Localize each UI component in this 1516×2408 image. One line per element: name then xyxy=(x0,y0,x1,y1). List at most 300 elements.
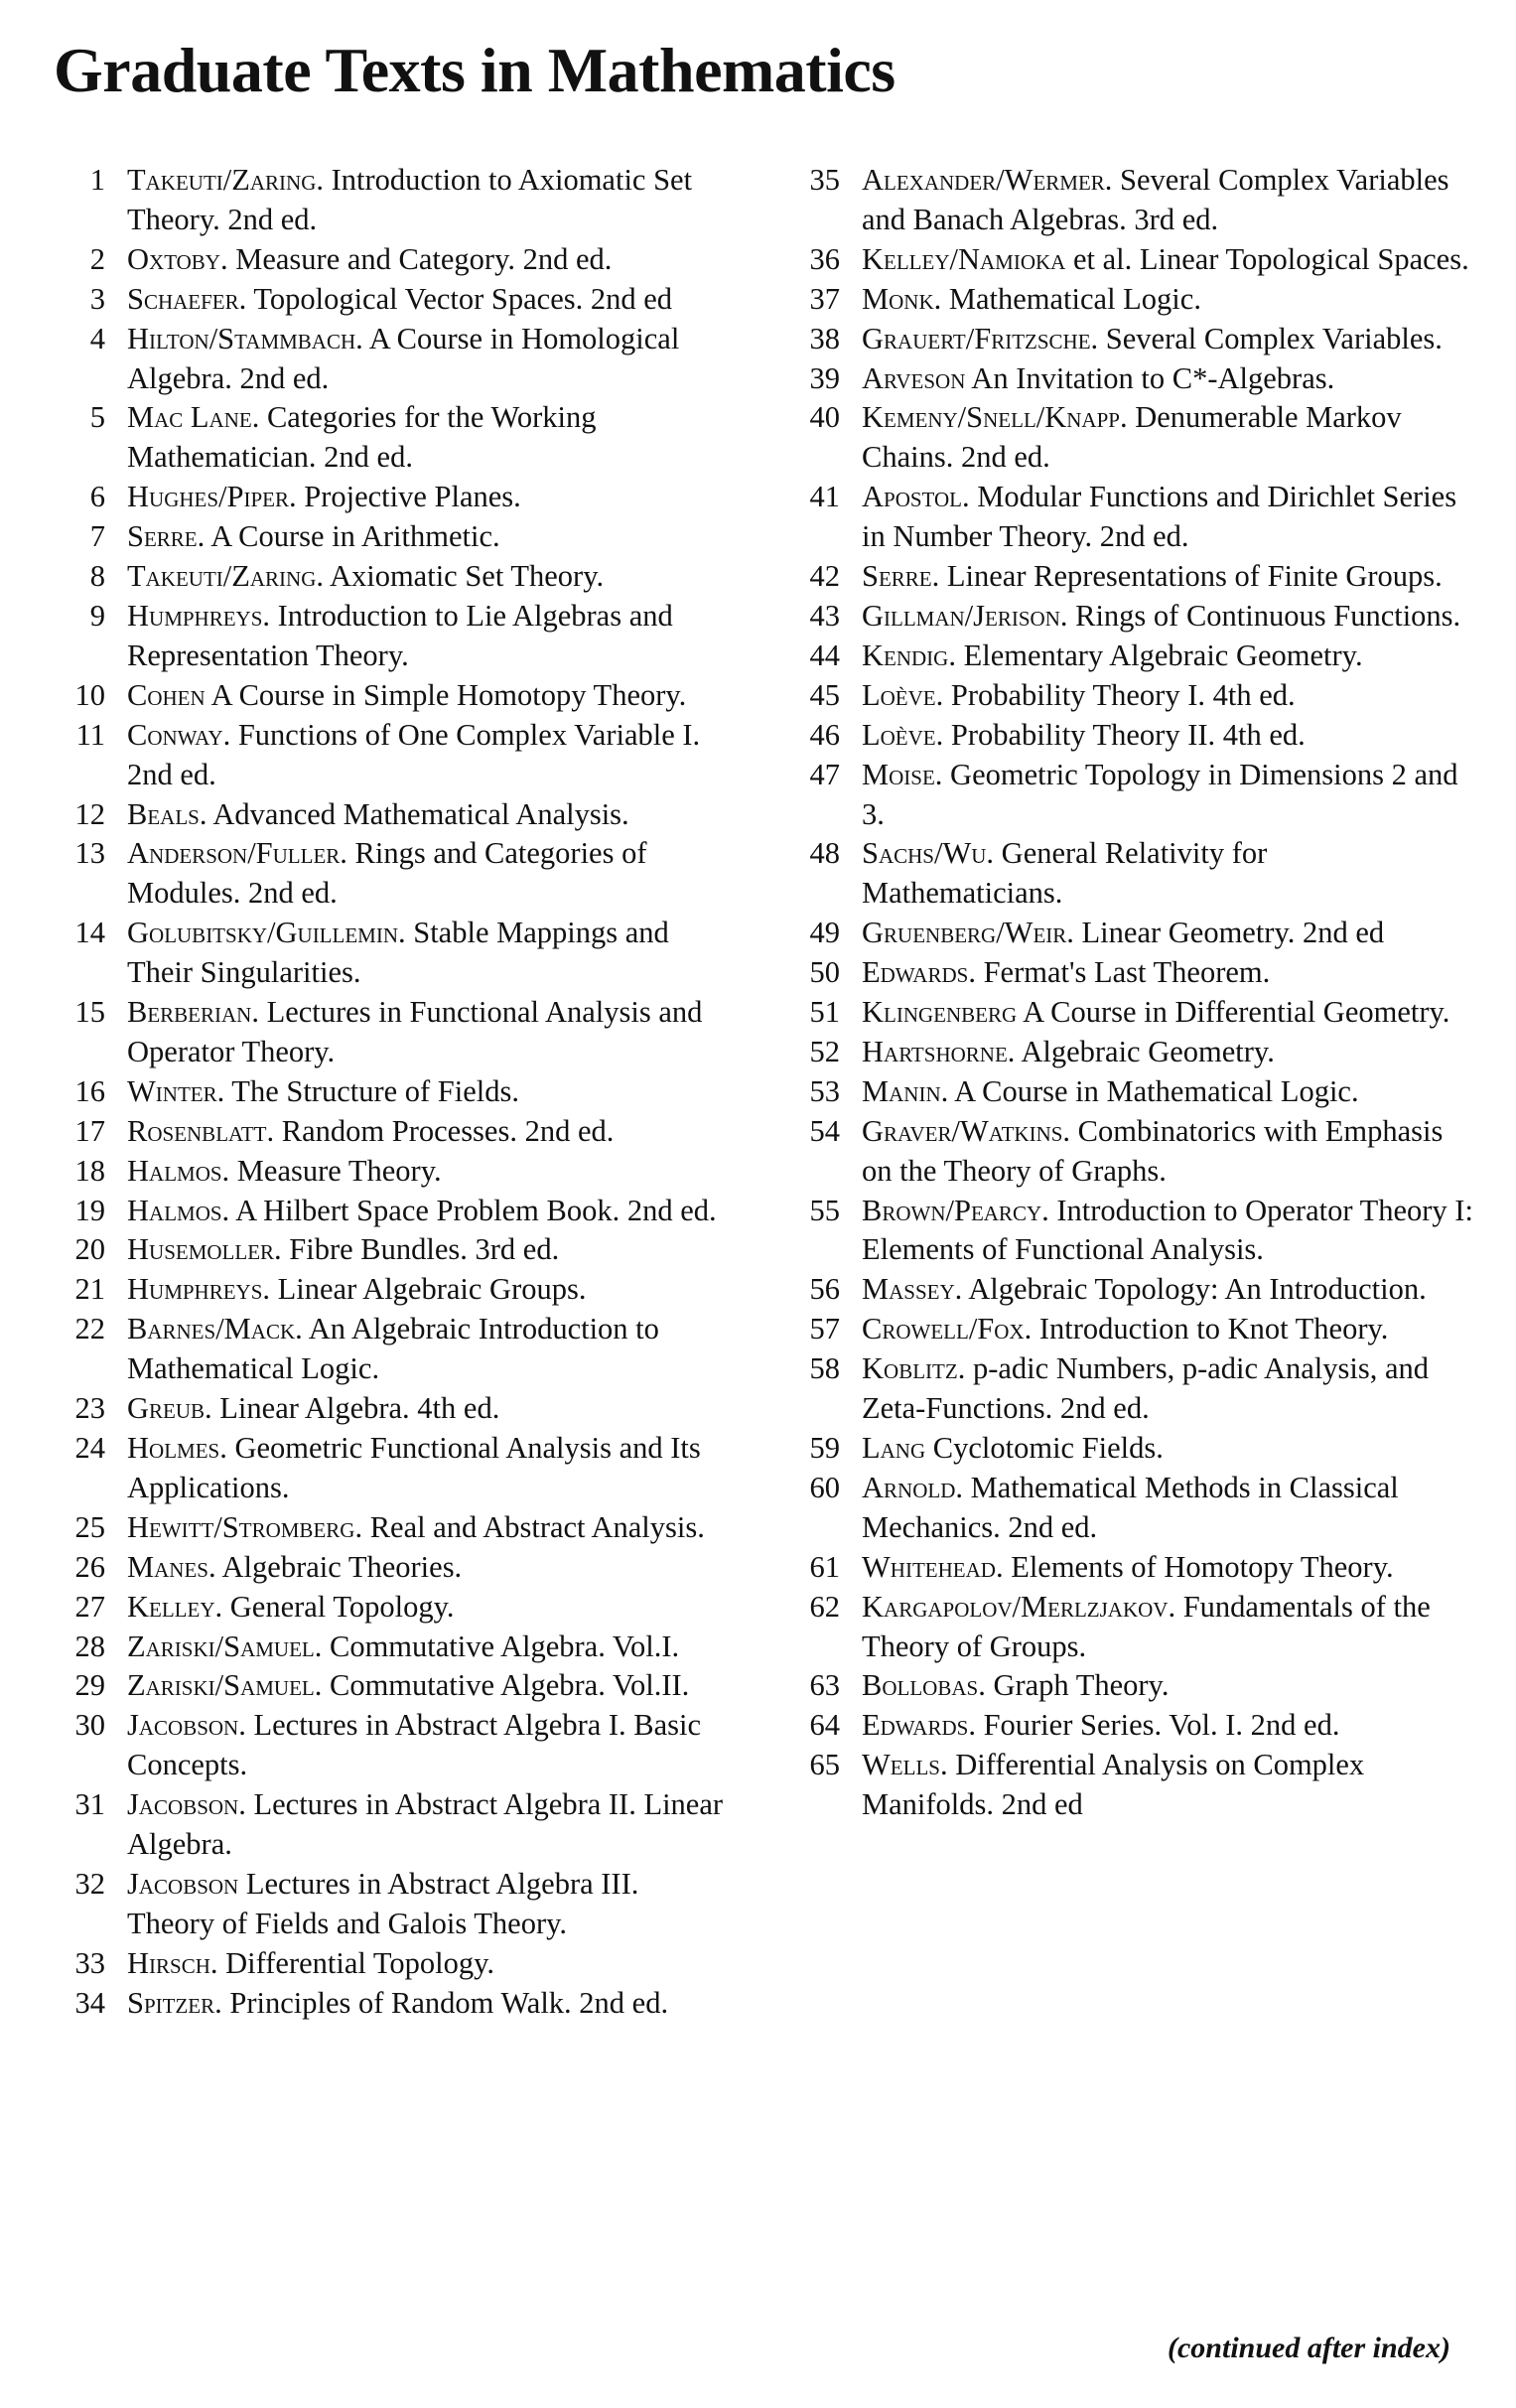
book-number: 19 xyxy=(74,1193,105,1227)
book-description xyxy=(127,993,731,1072)
book-title: . Axiomatic Set Theory. xyxy=(316,559,605,594)
book-author: Hughes/Piper xyxy=(127,480,289,514)
book-number: 29 xyxy=(74,1668,105,1703)
book-number: 63 xyxy=(809,1668,840,1703)
book-number: 14 xyxy=(74,916,105,950)
book-author: Jacobson xyxy=(127,1708,239,1743)
book-title: . General Topology. xyxy=(214,1589,455,1624)
book-description xyxy=(127,398,731,478)
book-entry xyxy=(56,597,731,676)
book-author: Conway xyxy=(127,717,223,752)
book-entry xyxy=(56,1666,731,1706)
book-description xyxy=(862,676,1473,716)
page-title: Graduate Texts in Mathematics xyxy=(54,35,896,105)
book-title: . Algebraic Topology: An Introduction. xyxy=(954,1272,1427,1307)
book-author: Jacobson xyxy=(127,1787,239,1822)
book-number: 58 xyxy=(809,1351,840,1386)
book-description xyxy=(862,1310,1473,1349)
book-description xyxy=(862,1469,1473,1548)
book-description xyxy=(862,1033,1473,1072)
book-title: . Lectures in Abstract Algebra II. Linear Algebra. xyxy=(127,1787,724,1862)
book-number: 28 xyxy=(74,1629,105,1663)
book-title: . Commutative Algebra. Vol.I. xyxy=(314,1629,680,1663)
book-author: Manin xyxy=(862,1073,941,1108)
book-number: 6 xyxy=(89,480,105,514)
book-number: 9 xyxy=(89,598,105,633)
book-number: 17 xyxy=(74,1113,105,1148)
book-title: . Linear Representations of Finite Groups. xyxy=(931,559,1443,594)
book-description xyxy=(127,1429,731,1508)
book-entry xyxy=(56,161,731,240)
book-entry xyxy=(788,676,1473,716)
book-number: 44 xyxy=(809,637,840,672)
book-description xyxy=(127,1706,731,1785)
book-entry xyxy=(788,637,1473,676)
book-author: Cohen xyxy=(127,677,206,712)
book-description xyxy=(127,320,731,399)
book-author: Moise xyxy=(862,757,935,791)
book-entry xyxy=(56,1984,731,2024)
book-entry xyxy=(788,1429,1473,1469)
book-description xyxy=(862,597,1473,637)
book-number: 36 xyxy=(809,241,840,276)
book-entry xyxy=(56,1588,731,1628)
book-description xyxy=(862,1270,1473,1310)
book-entry xyxy=(56,1389,731,1429)
book-author: Kendig xyxy=(862,637,949,672)
book-number: 40 xyxy=(809,400,840,435)
book-title: . Denumerable Markov Chains. 2nd ed. xyxy=(862,400,1402,475)
book-title: . Linear Geometry. 2nd ed xyxy=(1066,916,1385,950)
book-entry xyxy=(788,993,1473,1033)
book-author: Massey xyxy=(862,1272,955,1307)
book-description xyxy=(862,1548,1473,1588)
book-title: . Commutative Algebra. Vol.II. xyxy=(314,1668,690,1703)
book-number: 57 xyxy=(809,1312,840,1346)
continued-note: (continued after index) xyxy=(1168,2332,1450,2364)
book-author: Kemeny/Snell/Knapp xyxy=(862,400,1120,435)
book-entry xyxy=(56,993,731,1072)
book-entry xyxy=(788,756,1473,835)
book-description xyxy=(862,398,1473,478)
book-number: 10 xyxy=(74,677,105,712)
book-number: 48 xyxy=(809,836,840,871)
book-title: . Categories for the Working Mathematician. 2nd ed. xyxy=(127,400,597,475)
book-title: . Mathematical Methods in Classical Mechanics. 2nd ed. xyxy=(862,1470,1399,1544)
book-description xyxy=(127,1310,731,1389)
book-description xyxy=(127,280,731,320)
book-entry xyxy=(56,1230,731,1270)
book-entry xyxy=(56,716,731,795)
book-title: . Probability Theory I. 4th ed. xyxy=(935,677,1296,712)
book-title: . Projective Planes. xyxy=(288,480,521,514)
book-title: . Graph Theory. xyxy=(978,1668,1170,1703)
book-entry xyxy=(56,1152,731,1192)
book-number: 22 xyxy=(74,1312,105,1346)
book-title: . Linear Algebra. 4th ed. xyxy=(205,1391,500,1426)
book-entry xyxy=(788,597,1473,637)
book-title: A Course in Simple Homotopy Theory. xyxy=(205,677,687,712)
book-entry xyxy=(56,1706,731,1785)
book-number: 7 xyxy=(89,519,105,554)
book-author: Oxtoby xyxy=(127,241,220,276)
book-description xyxy=(862,359,1473,399)
book-author: Greub xyxy=(127,1391,206,1426)
book-author: Husemoller xyxy=(127,1232,275,1267)
book-number: 35 xyxy=(809,163,840,197)
book-number: 34 xyxy=(74,1985,105,2020)
book-author: Loève xyxy=(862,677,936,712)
book-entry xyxy=(788,478,1473,557)
book-author: Humphreys xyxy=(127,598,263,633)
book-author: Klingenberg xyxy=(862,995,1018,1030)
book-description xyxy=(862,756,1473,835)
book-entry xyxy=(56,1429,731,1508)
book-title: . Fundamentals of the Theory of Groups. xyxy=(862,1589,1431,1663)
book-entry xyxy=(788,1192,1473,1271)
book-description xyxy=(862,1666,1473,1706)
book-entry xyxy=(56,1192,731,1231)
book-number: 37 xyxy=(809,281,840,316)
book-title: . Algebraic Geometry. xyxy=(1007,1034,1275,1068)
book-title: Cyclotomic Fields. xyxy=(925,1431,1164,1465)
book-entry xyxy=(56,1072,731,1112)
book-author: Serre xyxy=(127,519,198,554)
book-number: 21 xyxy=(74,1272,105,1307)
book-title: . Functions of One Complex Variable I. 2nd ed. xyxy=(127,717,701,791)
book-number: 42 xyxy=(809,559,840,594)
book-author: Grauert/Fritzsche xyxy=(862,321,1091,355)
book-entry xyxy=(56,240,731,280)
book-title: . Several Complex Variables and Banach Algebras. 3rd ed. xyxy=(862,163,1449,236)
book-entry xyxy=(56,834,731,914)
book-author: Arveson xyxy=(862,360,966,395)
book-entry xyxy=(788,557,1473,597)
book-author: Lang xyxy=(862,1431,926,1465)
book-number: 1 xyxy=(89,163,105,197)
book-entry xyxy=(56,1865,731,1944)
book-description xyxy=(862,1072,1473,1112)
book-description xyxy=(862,1588,1473,1667)
book-author: Barnes/Mack xyxy=(127,1312,296,1346)
book-number: 65 xyxy=(809,1748,840,1782)
book-entry xyxy=(56,1508,731,1548)
book-description xyxy=(127,1588,731,1628)
book-number: 4 xyxy=(89,321,105,355)
book-author: Gillman/Jerison xyxy=(862,598,1060,633)
book-author: Sachs/Wu xyxy=(862,836,987,871)
book-entry xyxy=(788,359,1473,399)
book-entry xyxy=(56,557,731,597)
book-number: 60 xyxy=(809,1470,840,1504)
book-title: . Several Complex Variables. xyxy=(1090,321,1443,355)
book-title: et al. Linear Topological Spaces. xyxy=(1065,241,1469,276)
book-author: Winter xyxy=(127,1073,217,1108)
book-number: 43 xyxy=(809,598,840,633)
book-title: . Stable Mappings and Their Singularities. xyxy=(127,916,669,990)
book-number: 49 xyxy=(809,916,840,950)
book-author: Schaefer xyxy=(127,281,239,316)
book-author: Kelley/Namioka xyxy=(862,241,1066,276)
book-number: 56 xyxy=(809,1272,840,1307)
book-description xyxy=(127,1785,731,1865)
book-author: Halmos xyxy=(127,1193,222,1227)
book-title: . Introduction to Lie Algebras and Representation Theory. xyxy=(127,598,673,672)
book-description xyxy=(127,1628,731,1667)
book-description xyxy=(862,914,1473,953)
book-number: 62 xyxy=(809,1589,840,1624)
book-title: . A Hilbert Space Problem Book. 2nd ed. xyxy=(221,1193,717,1227)
book-author: Bollobas xyxy=(862,1668,979,1703)
book-description xyxy=(127,1192,731,1231)
book-number: 8 xyxy=(89,559,105,594)
book-number: 39 xyxy=(809,360,840,395)
book-entry xyxy=(788,1033,1473,1072)
book-author: Hartshorne xyxy=(862,1034,1008,1068)
book-entry xyxy=(788,1588,1473,1667)
book-number: 54 xyxy=(809,1113,840,1148)
book-entry xyxy=(56,1310,731,1389)
book-title: . Rings and Categories of Modules. 2nd ed. xyxy=(127,836,647,911)
book-entry xyxy=(788,1469,1473,1548)
book-entry xyxy=(56,398,731,478)
book-author: Apostol xyxy=(862,480,962,514)
book-description xyxy=(862,161,1473,240)
book-entry xyxy=(788,1270,1473,1310)
book-description xyxy=(862,1706,1473,1746)
book-title: . Geometric Topology in Dimensions 2 and 3. xyxy=(862,757,1458,831)
book-description xyxy=(127,676,731,716)
book-title: . Elementary Algebraic Geometry. xyxy=(948,637,1363,672)
book-author: Manes xyxy=(127,1549,208,1584)
book-author: Whitehead xyxy=(862,1549,996,1584)
book-number: 61 xyxy=(809,1549,840,1584)
book-number: 15 xyxy=(74,995,105,1030)
book-number: 31 xyxy=(74,1787,105,1822)
book-title: . Linear Algebraic Groups. xyxy=(262,1272,587,1307)
book-number: 27 xyxy=(74,1589,105,1624)
book-entry xyxy=(56,1270,731,1310)
book-description xyxy=(862,1429,1473,1469)
book-number: 52 xyxy=(809,1034,840,1068)
book-description xyxy=(862,716,1473,756)
book-author: Humphreys xyxy=(127,1272,263,1307)
book-author: Rosenblatt xyxy=(127,1113,267,1148)
book-author: Kargapolov/Merlzjakov xyxy=(862,1589,1169,1624)
book-description xyxy=(862,320,1473,359)
book-description xyxy=(862,834,1473,914)
book-title: . Introduction to Knot Theory. xyxy=(1024,1312,1389,1346)
book-number: 5 xyxy=(89,400,105,435)
book-title: Lectures in Abstract Algebra III. Theory of Fields and Galois Theory. xyxy=(127,1866,639,1940)
book-title: . A Course in Homological Algebra. 2nd ed. xyxy=(127,321,680,395)
book-entry xyxy=(56,914,731,993)
book-description xyxy=(127,597,731,676)
book-title: . Measure Theory. xyxy=(221,1153,442,1188)
book-title: . Measure and Category. 2nd ed. xyxy=(219,241,613,276)
book-entry xyxy=(56,1112,731,1152)
book-title: . Differential Analysis on Complex Manifolds. 2nd ed xyxy=(862,1748,1365,1822)
book-author: Edwards xyxy=(862,955,969,990)
book-description xyxy=(862,280,1473,320)
book-author: Holmes xyxy=(127,1431,220,1465)
book-description xyxy=(862,1112,1473,1192)
book-author: Loève xyxy=(862,717,936,752)
book-title: . p-adic Numbers, p-adic Analysis, and Zeta-Functions. 2nd ed. xyxy=(862,1351,1430,1426)
book-number: 3 xyxy=(89,281,105,316)
book-author: Hilton/Stammbach xyxy=(127,321,356,355)
book-description xyxy=(127,914,731,993)
book-description xyxy=(862,478,1473,557)
book-entry xyxy=(788,953,1473,993)
book-description xyxy=(127,478,731,517)
book-entry xyxy=(788,914,1473,953)
book-number: 16 xyxy=(74,1073,105,1108)
book-number: 30 xyxy=(74,1708,105,1743)
book-entry xyxy=(788,834,1473,914)
book-author: Arnold xyxy=(862,1470,956,1504)
book-entry xyxy=(56,320,731,399)
book-description xyxy=(127,1072,731,1112)
book-description xyxy=(127,1230,731,1270)
book-description xyxy=(862,240,1473,280)
book-number: 41 xyxy=(809,480,840,514)
book-description xyxy=(127,795,731,835)
book-description xyxy=(127,1152,731,1192)
book-title: . Introduction to Axiomatic Set Theory. 2nd ed. xyxy=(127,163,693,236)
book-entry xyxy=(788,280,1473,320)
book-author: Graver/Watkins xyxy=(862,1113,1063,1148)
book-number: 13 xyxy=(74,836,105,871)
book-number: 23 xyxy=(74,1391,105,1426)
book-description xyxy=(127,1270,731,1310)
book-description xyxy=(127,1666,731,1706)
book-title: . A Course in Arithmetic. xyxy=(197,519,500,554)
book-number: 55 xyxy=(809,1193,840,1227)
book-title: . Lectures in Functional Analysis and Operator Theory. xyxy=(127,995,703,1068)
book-title: . Fourier Series. Vol. I. 2nd ed. xyxy=(968,1708,1340,1743)
book-author: Gruenberg/Weir xyxy=(862,916,1067,950)
book-number: 26 xyxy=(74,1549,105,1584)
book-entry xyxy=(56,1944,731,1984)
book-title: A Course in Differential Geometry. xyxy=(1017,995,1450,1030)
book-entry xyxy=(788,1548,1473,1588)
book-entry xyxy=(788,1349,1473,1429)
book-author: Golubitsky/Guillemin xyxy=(127,916,398,950)
book-entry xyxy=(56,795,731,835)
book-entry xyxy=(788,1706,1473,1746)
book-entry xyxy=(56,1548,731,1588)
book-description xyxy=(862,557,1473,597)
book-title: . General Relativity for Mathematicians. xyxy=(862,836,1268,911)
book-entry xyxy=(788,320,1473,359)
book-author: Serre xyxy=(862,559,932,594)
book-title: . The Structure of Fields. xyxy=(216,1073,519,1108)
book-description xyxy=(127,517,731,557)
book-number: 51 xyxy=(809,995,840,1030)
book-entry xyxy=(56,1785,731,1865)
book-number: 25 xyxy=(74,1509,105,1544)
book-description xyxy=(862,993,1473,1033)
book-title: . Differential Topology. xyxy=(209,1945,495,1980)
book-title: . Geometric Functional Analysis and Its Applications. xyxy=(127,1431,701,1504)
book-entry xyxy=(56,478,731,517)
book-title: . Algebraic Theories. xyxy=(207,1549,463,1584)
book-number: 53 xyxy=(809,1073,840,1108)
book-entry xyxy=(788,240,1473,280)
book-number: 2 xyxy=(89,241,105,276)
book-number: 12 xyxy=(74,796,105,831)
book-description xyxy=(862,1349,1473,1429)
book-title: . Introduction to Operator Theory I: Elements of Functional Analysis. xyxy=(862,1193,1473,1267)
book-author: Brown/Pearcy xyxy=(862,1193,1042,1227)
book-entry xyxy=(788,398,1473,478)
book-number: 50 xyxy=(809,955,840,990)
book-description xyxy=(862,1192,1473,1271)
book-description xyxy=(127,1865,731,1944)
book-description xyxy=(127,1984,731,2024)
book-entry xyxy=(788,161,1473,240)
book-author: Takeuti/Zaring xyxy=(127,559,317,594)
book-number: 47 xyxy=(809,757,840,791)
book-title: . A Course in Mathematical Logic. xyxy=(940,1073,1359,1108)
book-entry xyxy=(788,716,1473,756)
book-description xyxy=(127,240,731,280)
book-author: Alexander/Wermer xyxy=(862,163,1105,197)
book-author: Spitzer xyxy=(127,1985,215,2020)
book-title: . Combinatorics with Emphasis on the Theory of Graphs. xyxy=(862,1113,1444,1188)
book-author: Monk xyxy=(862,281,934,316)
book-title: . Fibre Bundles. 3rd ed. xyxy=(274,1232,560,1267)
book-author: Takeuti/Zaring xyxy=(127,163,317,197)
book-author: Edwards xyxy=(862,1708,969,1743)
book-title: . Lectures in Abstract Algebra I. Basic Concepts. xyxy=(127,1708,702,1782)
book-description xyxy=(127,161,731,240)
book-title: . Advanced Mathematical Analysis. xyxy=(199,796,629,831)
book-number: 45 xyxy=(809,677,840,712)
book-number: 33 xyxy=(74,1945,105,1980)
book-author: Zariski/Samuel xyxy=(127,1629,315,1663)
book-author: Anderson/Fuller xyxy=(127,836,341,871)
book-description xyxy=(127,557,731,597)
book-entry xyxy=(56,517,731,557)
book-description xyxy=(127,1112,731,1152)
book-title: . Random Processes. 2nd ed. xyxy=(266,1113,615,1148)
book-description xyxy=(127,1944,731,1984)
book-description xyxy=(862,953,1473,993)
book-author: Zariski/Samuel xyxy=(127,1668,315,1703)
book-number: 32 xyxy=(74,1866,105,1901)
book-entry xyxy=(788,1666,1473,1706)
book-number: 64 xyxy=(809,1708,840,1743)
book-number: 38 xyxy=(809,321,840,355)
book-description xyxy=(127,1508,731,1548)
book-number: 11 xyxy=(75,717,105,752)
book-author: Beals xyxy=(127,796,200,831)
book-description xyxy=(862,1746,1473,1825)
book-description xyxy=(127,1389,731,1429)
book-entry xyxy=(788,1746,1473,1825)
book-title: . An Algebraic Introduction to Mathematical Logic. xyxy=(127,1312,659,1386)
left-column xyxy=(56,161,731,2024)
book-title: An Invitation to C*-Algebras. xyxy=(965,360,1335,395)
book-entry xyxy=(788,1112,1473,1192)
book-title: . Fermat's Last Theorem. xyxy=(968,955,1271,990)
book-number: 59 xyxy=(809,1431,840,1465)
book-author: Mac Lane xyxy=(127,400,252,435)
book-author: Crowell/Fox xyxy=(862,1312,1025,1346)
book-entry xyxy=(56,280,731,320)
